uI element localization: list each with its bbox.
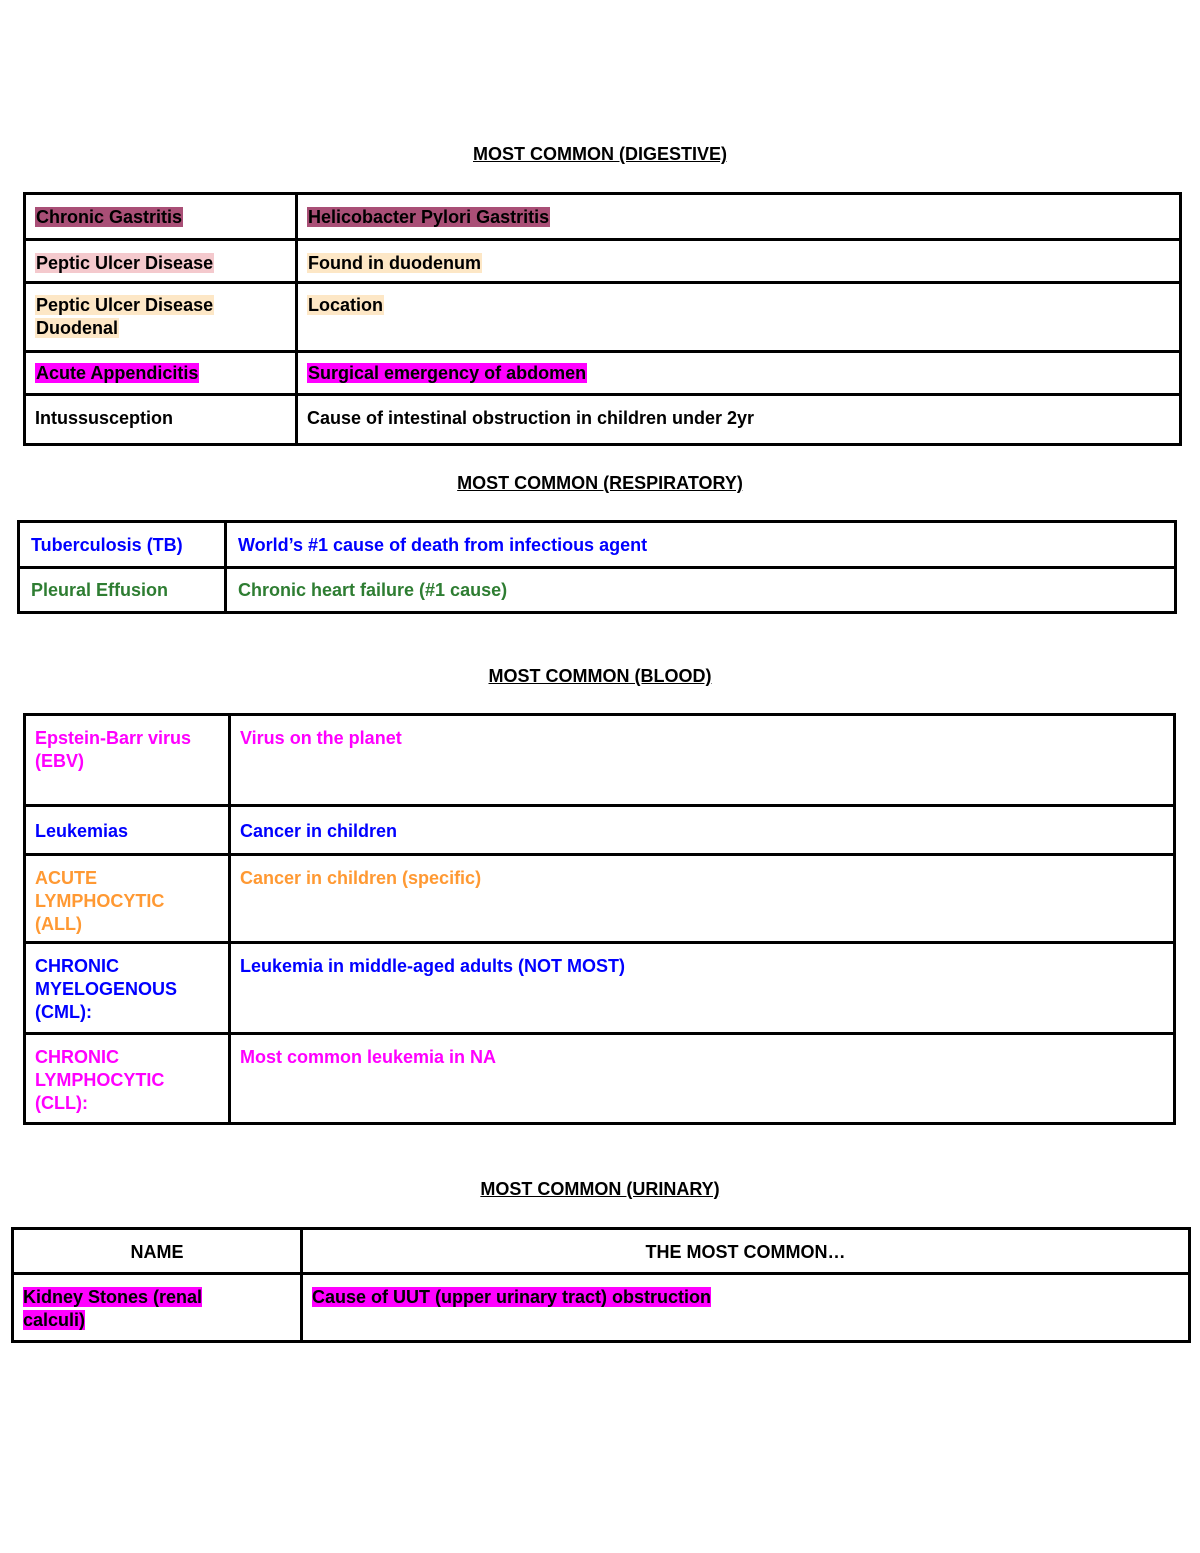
row-name: Acute Appendicitis — [36, 363, 199, 383]
desc-cell — [230, 855, 1175, 943]
row-desc: Cause of UUT (upper urinary tract) obstruction — [312, 1287, 712, 1307]
row-desc: Cancer in children — [240, 821, 398, 841]
desc-cell — [230, 1034, 1175, 1124]
row-name: Epstein-Barr virus (EBV) — [35, 728, 192, 771]
table-row — [19, 568, 1176, 613]
row-name: Pleural Effusion — [31, 580, 169, 600]
respiratory-title: MOST COMMON (RESPIRATORY) — [457, 473, 743, 493]
header-desc: THE MOST COMMON… — [645, 1242, 846, 1262]
desc-cell — [230, 715, 1175, 806]
table-row — [25, 855, 1175, 943]
name-cell — [19, 522, 226, 568]
row-desc: Leukemia in middle-aged adults (NOT MOST) — [240, 956, 626, 976]
table-row — [25, 194, 1181, 240]
urinary-table — [11, 1227, 1191, 1343]
row-desc: Location — [308, 295, 383, 315]
table-header-row — [13, 1229, 1190, 1274]
table-row — [13, 1274, 1190, 1342]
table-row — [25, 715, 1175, 806]
row-name: Tuberculosis (TB) — [31, 535, 183, 555]
digestive-title: MOST COMMON (DIGESTIVE) — [473, 144, 727, 164]
desc-cell — [297, 395, 1181, 445]
name-cell — [25, 352, 297, 395]
name-cell — [25, 943, 230, 1034]
blood-title: MOST COMMON (BLOOD) — [488, 666, 712, 686]
respiratory-table — [17, 520, 1177, 614]
row-name: ACUTE LYMPHOCYTIC (ALL) — [35, 868, 165, 934]
desc-cell — [297, 194, 1181, 240]
row-name: Peptic Ulcer Disease — [36, 253, 214, 273]
desc-cell — [297, 352, 1181, 395]
desc-cell — [226, 568, 1176, 613]
row-desc: Virus on the planet — [240, 728, 402, 748]
desc-cell — [230, 806, 1175, 855]
table-row — [19, 522, 1176, 568]
row-desc: Most common leukemia in NA — [240, 1047, 497, 1067]
urinary-title: MOST COMMON (URINARY) — [480, 1179, 720, 1199]
desc-cell — [302, 1274, 1190, 1342]
header-desc-cell — [302, 1229, 1190, 1274]
desc-cell — [297, 283, 1181, 352]
table-row — [25, 806, 1175, 855]
row-name: CHRONIC MYELOGENOUS (CML): — [35, 956, 178, 1022]
name-cell — [25, 395, 297, 445]
row-desc: Found in duodenum — [308, 253, 481, 273]
table-row — [25, 352, 1181, 395]
table-row — [25, 943, 1175, 1034]
name-cell — [13, 1274, 302, 1342]
digestive-table — [23, 192, 1182, 446]
blood-table — [23, 713, 1176, 1125]
row-name: Leukemias — [35, 821, 129, 841]
desc-cell — [230, 943, 1175, 1034]
row-desc: Cancer in children (specific) — [240, 868, 482, 888]
row-desc: Helicobacter Pylori Gastritis — [308, 207, 550, 227]
header-name-cell — [13, 1229, 302, 1274]
name-cell — [25, 240, 297, 283]
table-row — [25, 240, 1181, 283]
header-name: NAME — [130, 1242, 184, 1262]
row-name: Chronic Gastritis — [36, 207, 183, 227]
row-desc: Cause of intestinal obstruction in children under 2yr — [307, 408, 755, 428]
row-desc: Surgical emergency of abdomen — [308, 363, 587, 383]
desc-cell — [297, 240, 1181, 283]
table-row — [25, 1034, 1175, 1124]
row-name: Kidney Stones (renal calculi) — [23, 1287, 203, 1330]
row-desc: Chronic heart failure (#1 cause) — [238, 580, 508, 600]
name-cell — [25, 194, 297, 240]
row-desc: World’s #1 cause of death from infectious agent — [238, 535, 648, 555]
table-row — [25, 283, 1181, 352]
table-row — [25, 395, 1181, 445]
row-name-line2: Duodenal — [36, 318, 119, 338]
desc-cell — [226, 522, 1176, 568]
row-name: CHRONIC LYMPHOCYTIC (CLL): — [35, 1047, 165, 1113]
name-cell — [25, 715, 230, 806]
row-name: Intussusception — [35, 408, 174, 428]
name-cell — [25, 1034, 230, 1124]
name-cell — [19, 568, 226, 613]
name-cell — [25, 855, 230, 943]
row-name: Peptic Ulcer Disease — [36, 295, 214, 315]
name-cell — [25, 806, 230, 855]
name-cell — [25, 283, 297, 352]
